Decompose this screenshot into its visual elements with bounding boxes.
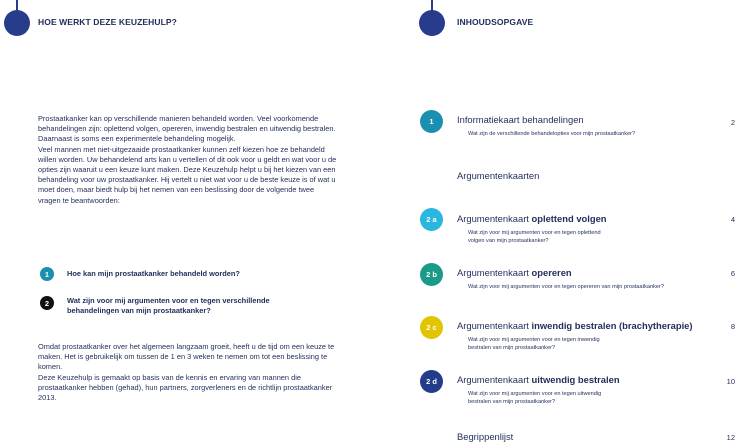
question-2-badge: 2: [40, 296, 54, 310]
question-1-text: Hoe kan mijn prostaatkanker behandeld worden?: [67, 269, 240, 278]
toc-title-2d-bold: uitwendig bestralen: [531, 374, 620, 385]
toc-subtitle-2a: Wat zijn voor mij argumenten voor en tegen oplettend volgen van mijn prostaatkanker?: [468, 230, 601, 244]
toc-subtitle-2b: Wat zijn voor mij argumenten voor en tegen opereren van mijn prostaatkanker?: [468, 284, 664, 290]
toc-page-2b: 6: [730, 269, 735, 278]
header-dot: [4, 10, 30, 36]
right-page: [369, 0, 738, 447]
toc-title-2d[interactable]: [457, 374, 620, 385]
toc-title-glossary[interactable]: [457, 431, 513, 442]
header-dot: [419, 10, 445, 36]
toc-title-glossary-text: Begrippenlijst: [457, 431, 514, 442]
toc-page-glossary: 12: [726, 433, 735, 442]
toc-subtitle-2c: Wat zijn voor mij argumenten voor en tegen inwendig bestralen van mijn prostaatkanker?: [468, 337, 600, 351]
left-page-title: HOE WERKT DEZE KEUZEHULP?: [38, 17, 177, 27]
toc-title-2b-bold: opereren: [531, 267, 572, 278]
toc-page-2a: 4: [730, 215, 735, 224]
question-2: [40, 296, 307, 316]
intro-paragraph-1: Prostaatkanker kan op verschillende manieren behandeld worden. Veel voorkomende behandelingen zijn: oplettend volgen, opereren, inwendig bestralen en uitwendig bestralen. Daarnaast is soms een experimentele behandeling mogelijk.: [38, 114, 336, 144]
toc-page-2d: 10: [726, 377, 735, 386]
right-page-title: INHOUDSOPGAVE: [457, 17, 534, 27]
question-2-text: Wat zijn voor mij argumenten voor en tegen verschillende behandelingen van mijn prostaatkanker?: [67, 296, 270, 315]
toc-badge-2d: 2 d: [420, 370, 443, 393]
toc-title-1-text: Informatiekaart behandelingen: [457, 114, 584, 125]
toc-subtitle-1: Wat zijn de verschillende behandelopties voor mijn prostaatkanker?: [468, 131, 636, 137]
toc-title-2a-pre: Argumentenkaart: [457, 213, 532, 224]
toc-subtitle-2d: Wat zijn voor mij argumenten voor en tegen uitwendig bestralen van mijn prostaatkanker?: [468, 391, 602, 405]
closing-paragraph-2: Deze Keuzehulp is gemaakt op basis van de kennis en ervaring van mannen die prostaatkanker hebben (gehad), hun partners, zorgverleners en de richtlijn prostaatkanker 2013.: [38, 372, 333, 403]
toc-badge-2a: 2 a: [420, 208, 443, 231]
toc-title-2c-bold: inwendig bestralen (brachytherapie): [531, 320, 693, 331]
intro-text: [38, 114, 338, 206]
toc-page-2c: 8: [730, 322, 735, 331]
toc-title-2b[interactable]: [457, 267, 572, 278]
toc-title-2c[interactable]: [457, 320, 693, 331]
toc-title-1[interactable]: [457, 114, 584, 125]
toc-title-2a-bold: oplettend volgen: [531, 213, 607, 224]
toc-badge-1: 1: [420, 110, 443, 133]
toc-title-2a[interactable]: [457, 213, 607, 224]
closing-paragraph-1: Omdat prostaatkanker over het algemeen langzaam groeit, heeft u de tijd om een keuze te maken. Het is gebruikelijk om tussen de 1 en 3 weken te nemen om tot een beslissing te komen.: [38, 342, 335, 372]
toc-badge-2b: 2 b: [420, 263, 443, 286]
toc-section-heading: Argumentenkaarten: [457, 170, 540, 181]
toc-badge-2c: 2 c: [420, 316, 443, 339]
toc-title-2d-pre: Argumentenkaart: [457, 374, 532, 385]
question-1-badge: 1: [40, 267, 54, 281]
question-1: [40, 267, 307, 281]
closing-text: [38, 342, 338, 403]
intro-paragraph-2: Veel mannen met niet-uitgezaaide prostaatkanker kunnen zelf kiezen hoe ze behandeld willen worden. Uw behandelend arts kan u vertellen of dit ook voor u geldt en wat voor u de opties zijn waaruit u een keuze kunt maken. Deze Keuzehulp helpt u bij het kiezen van een behandeling voor uw prostaatkanker. Hij vertelt u niet wat voor u de beste keuze is of wat u moet doen, maar biedt hulp bij het nemen van een beslissing door de volgende twee vragen te beantwoorden:: [38, 144, 337, 205]
toc-page-1: 2: [730, 118, 735, 127]
toc-title-2c-pre: Argumentenkaart: [457, 320, 532, 331]
toc-title-2b-pre: Argumentenkaart: [457, 267, 532, 278]
